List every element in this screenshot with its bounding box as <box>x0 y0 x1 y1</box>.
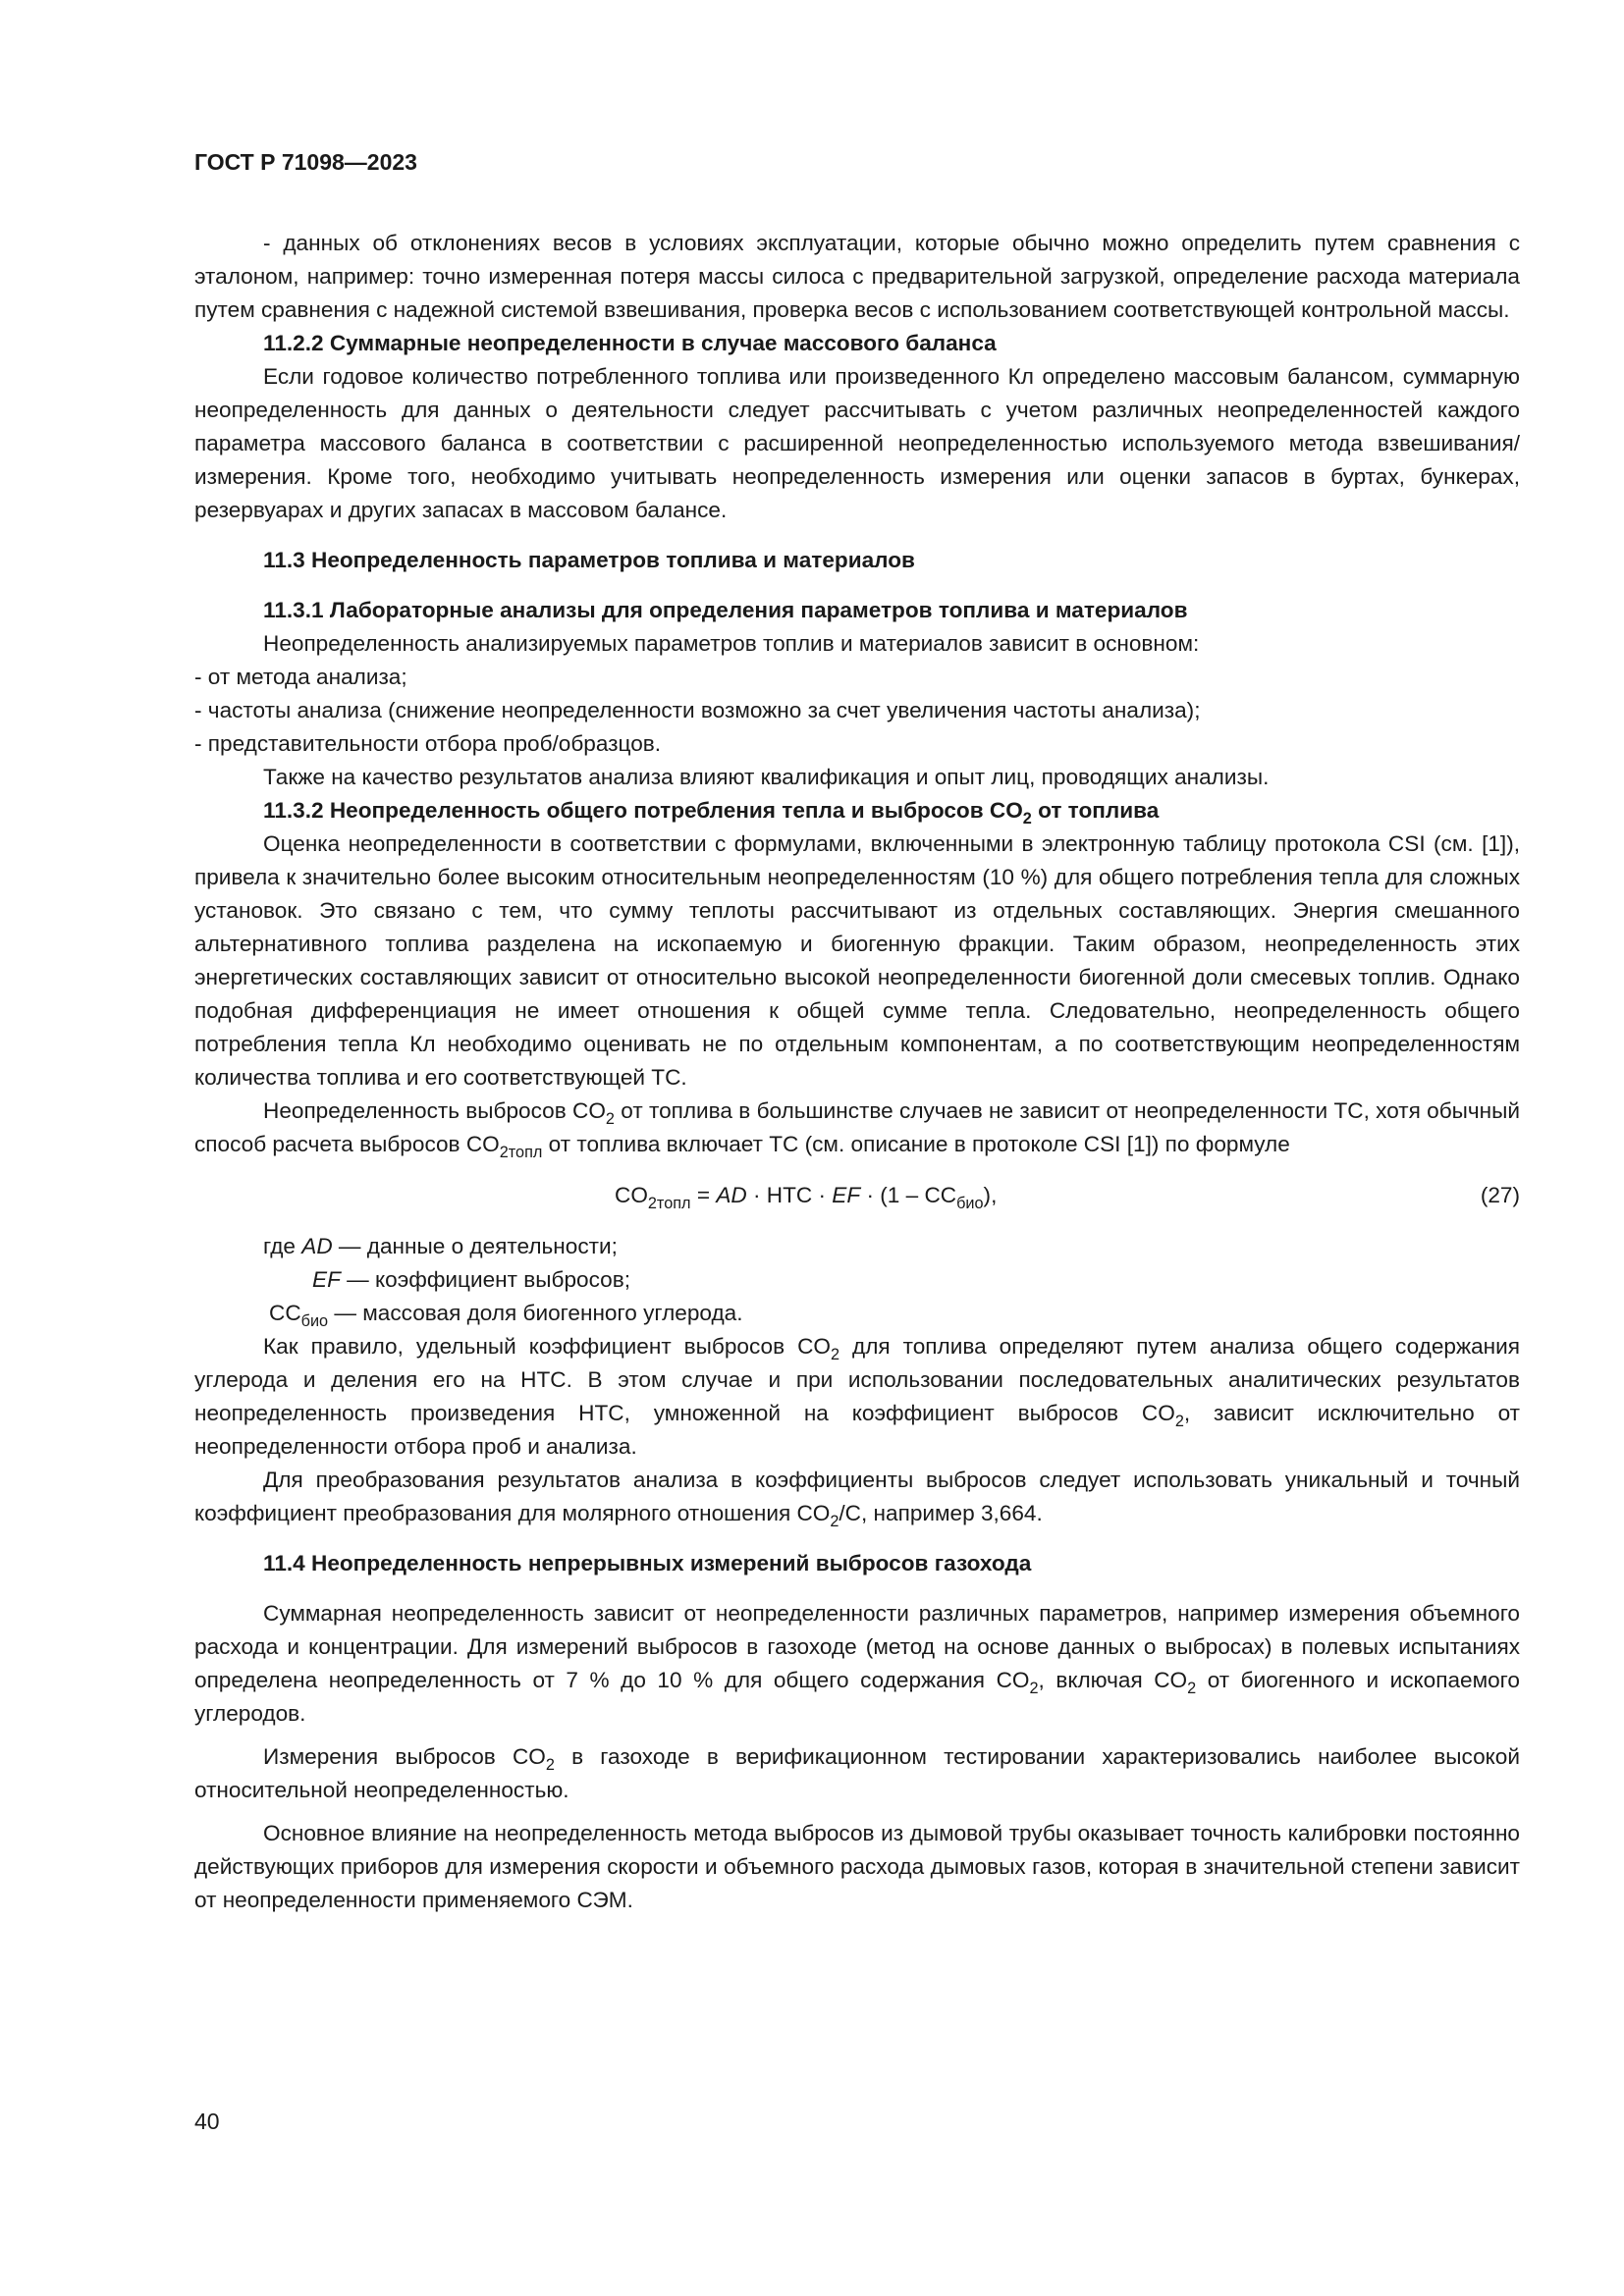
list-item: - частоты анализа (снижение неопределенности возможно за счет увеличения частоты анализа); <box>194 698 1201 722</box>
where-cc: $CC_{био}$ — массовая доля биогенного углерода. <box>269 1301 743 1330</box>
paragraph-heat: Оценка неопределенности в соответствии с формулами, включенными в электронную таблицу протокола CSI (см. [1]), привела к значительно более высоким относительным неопределенностям (10 %) для общего потребления тепла для сложных установок. Это связано с тем, что сумму теплоты рассчитывают из отдельных составляющих. Энергия смешанного альтернативного топлива разделена на ископаемую и биогенную фракции. Таким образом, неопределенность этих энергетических составляющих зависит от относительно высокой неопределенности биогенной доли смесевых топлив. Однако подобная дифференциация не имеет отношения к общей сумме тепла. Следовательно, неопределенность общего потребления тепла Кл необходимо оценивать не по отдельным компонентам, а по соответствующим неопределенностям количества топлива и его соответствующей ТС. <box>194 831 1520 1090</box>
paragraph-co2-formula-intro: Неопределенность выбросов $CO_2$ от топлива в большинстве случаев не зависит от неопределенности ТС, хотя обычный способ расчета выбросов $CO_{2топл}$ от топлива включает ТС (см. описание в протоколе CSI [1]) по формуле <box>194 1098 1520 1161</box>
paragraph-total-uncertainty: Суммарная неопределенность зависит от неопределенности различных параметров, например измерения объемного расхода и концентрации. Для измерений выбросов в газоходе (метод на основе данных о выбросах) в полевых испытаниях определена неопределенность от 7 % до 10 % для общего содержания $CO_2$, включая $CO_2$ от биогенного и ископаемого углеродов. <box>194 1601 1520 1726</box>
list-item: - от метода анализа; <box>194 665 407 689</box>
paragraph-verification: Измерения выбросов $CO_2$ в газоходе в верификационном тестировании характеризовались наиболее высокой относительной неопределенностью. <box>194 1744 1520 1802</box>
heading-11-4: 11.4 Неопределенность непрерывных измерений выбросов газохода <box>263 1551 1032 1575</box>
heading-11-3-2: 11.3.2 Неопределенность общего потребления тепла и выбросов $CO_2$ от топлива <box>263 798 1160 828</box>
heading-11-3-1: 11.3.1 Лабораторные анализы для определения параметров топлива и материалов <box>263 598 1188 622</box>
heading-11-3: 11.3 Неопределенность параметров топлива и материалов <box>263 548 915 572</box>
document-body <box>194 227 1520 1917</box>
formula-27 <box>194 1169 1520 1224</box>
where-ad: где AD — данные о деятельности; <box>263 1234 618 1258</box>
paragraph-specific-ef: Как правило, удельный коэффициент выбросов $CO_2$ для топлива определяют путем анализа общего содержания углерода и деления его на НТС. В этом случае и при использовании последовательных аналитических результатов неопределенность произведения НТС, умноженной на коэффициент выбросов $CO_2$, зависит исключительно от неопределенности отбора проб и анализа. <box>194 1334 1520 1459</box>
page-number: 40 <box>194 2109 220 2134</box>
paragraph-stack: Основное влияние на неопределенность метода выбросов из дымовой трубы оказывает точность калибровки постоянно действующих приборов для измерения скорости и объемного расхода дымовых газов, которая в значительной степени зависит от неопределенности применяемого СЭМ. <box>194 1821 1520 1912</box>
paragraph-lab-quality: Также на качество результатов анализа влияют квалификация и опыт лиц, проводящих анализы. <box>263 765 1270 789</box>
where-ef: EF — коэффициент выбросов; <box>312 1267 630 1292</box>
document-header: ГОСТ Р 71098—2023 <box>194 149 417 175</box>
equation-number: (27) <box>1480 1183 1520 1207</box>
paragraph-weights-deviation: - данных об отклонениях весов в условиях эксплуатации, которые обычно можно определить путем сравнения с эталоном, например: точно измеренная потеря массы силоса с предварительной загрузкой, определение расхода материала путем сравнения с надежной системой взвешивания, проверка весов с использованием соответствующей контрольной массы. <box>194 231 1520 322</box>
paragraph-lab-intro: Неопределенность анализируемых параметров топлив и материалов зависит в основном: <box>263 631 1200 656</box>
paragraph-mass-balance: Если годовое количество потребленного топлива или произведенного Кл определено массовым балансом, суммарную неопределенность для данных о деятельности следует рассчитывать с учетом различных неопределенностей каждого параметра массового баланса в соответствии с расширенной неопределенностью используемого метода взвешивания/измерения. Кроме того, необходимо учитывать неопределенность измерения или оценки запасов в буртах, бункерах, резервуарах и других запасах в массовом балансе. <box>194 364 1520 522</box>
paragraph-conversion: Для преобразования результатов анализа в коэффициенты выбросов следует использовать уникальный и точный коэффициент преобразования для молярного отношения $CO_2/C$, например 3,664. <box>194 1468 1520 1530</box>
list-item: - представительности отбора проб/образцов. <box>194 731 662 756</box>
heading-11-2-2: 11.2.2 Суммарные неопределенности в случае массового баланса <box>263 331 997 355</box>
formula-expression: $CO_{2топл}$ = AD · НТС · EF · $(1 - CC_{био})$, <box>615 1183 998 1212</box>
